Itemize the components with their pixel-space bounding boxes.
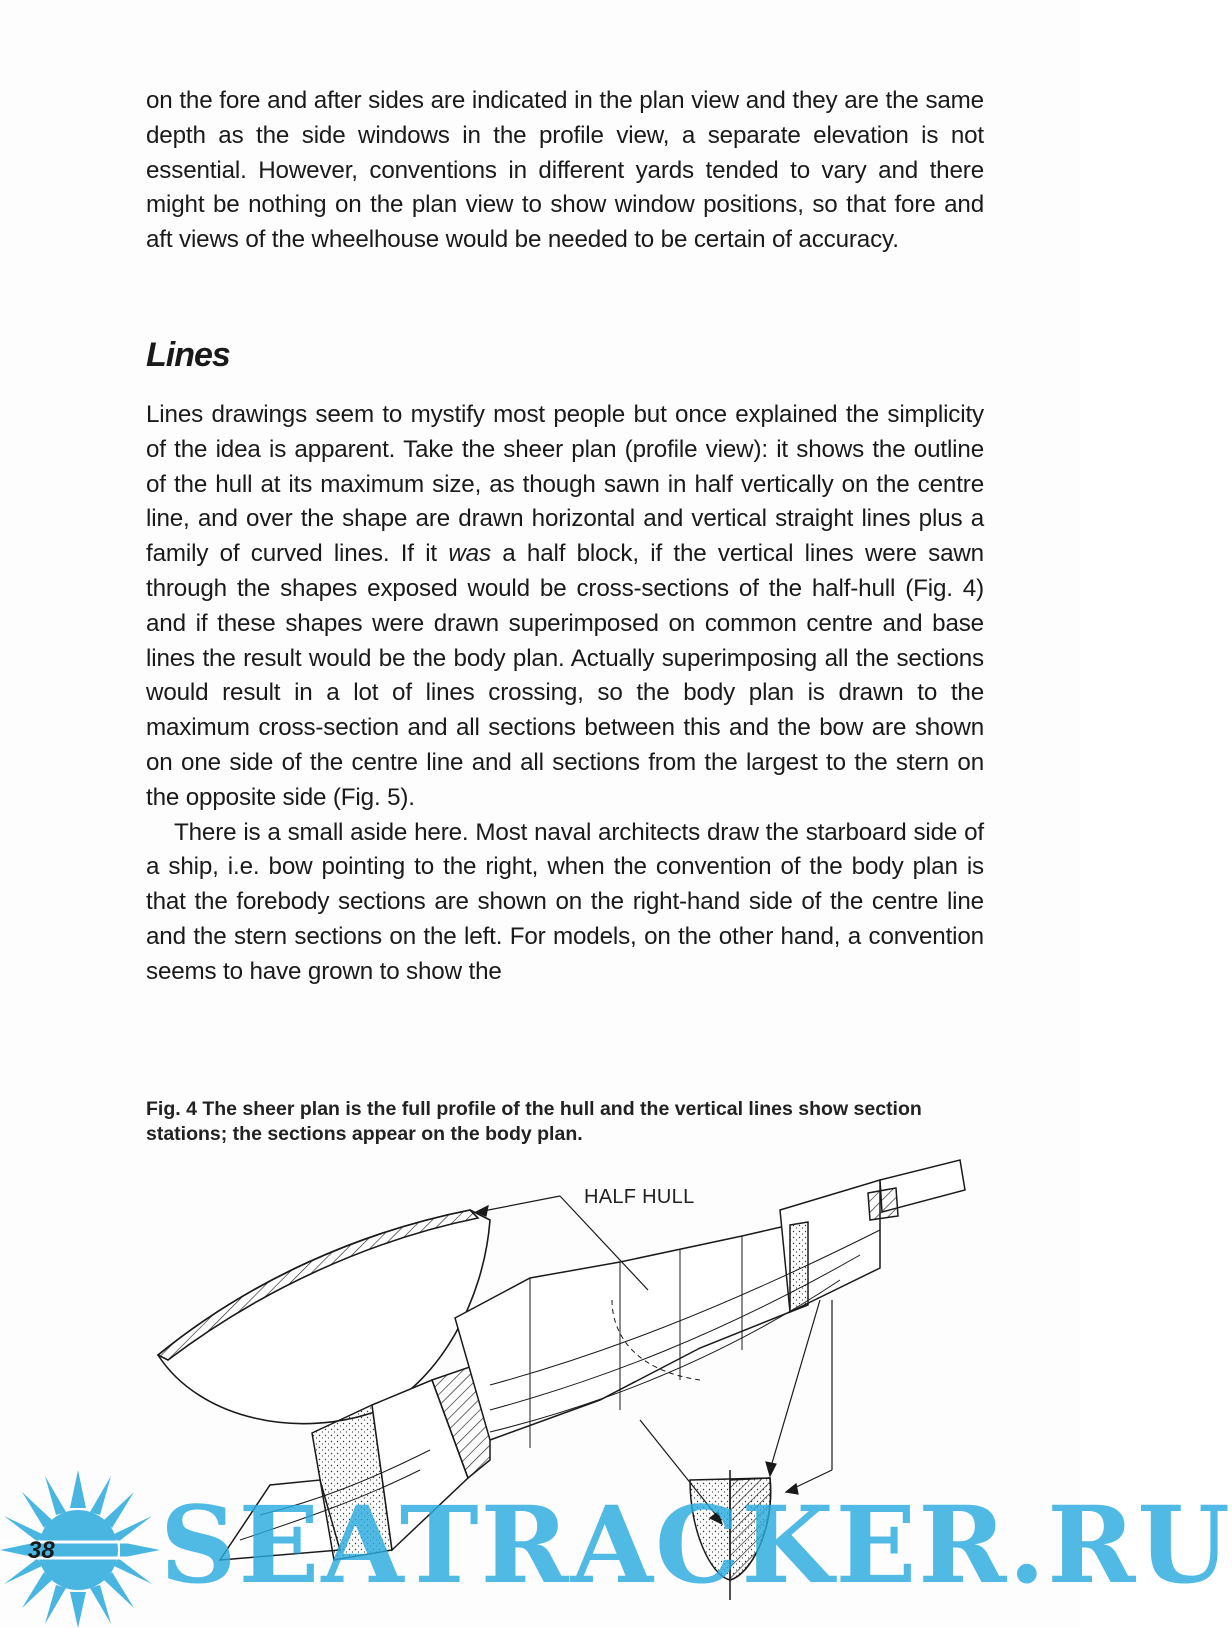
lines-section-body: [146, 398, 984, 990]
section-heading: Lines: [146, 336, 230, 374]
paragraph-1-italic: was: [448, 540, 491, 568]
paragraph-1-part-b: a half block, if the vertical lines were sawn through the shapes exposed would be cross-sections of the half-hull (Fig. 4) and if these shapes were drawn superimposed on common centre and base lines the result would be the body plan. Actually superimposing all the sections would result in a lot of lines crossing, so the body plan is drawn to the maximum cross-section and all sections between this and the bow are shown on one side of the centre line and all sections from the largest to the stern on the opposite side (Fig. 5).: [146, 540, 984, 811]
paragraph-1-part-a: Lines drawings seem to mystify most people but once explained the simplicity of the idea is apparent. Take the sheer plan (profile view): it shows the outline of the hull at its maximum size, as though sawn in half vertically on the centre line, and over the shape are drawn horizontal and vertical straight lines plus a family of curved lines. If it: [146, 401, 984, 568]
page-number: 38: [28, 1537, 55, 1564]
half-hull-label: HALF HULL: [584, 1186, 695, 1208]
watermark-text: SEATRACKER.RU: [160, 1482, 1232, 1607]
lines-paragraph-1: [146, 398, 984, 816]
intro-text: on the fore and after sides are indicated in the plan view and they are the same depth as the side windows in the profile view, a separate elevation is not essential. However, conventions in different yards tended to vary and there might be nothing on the plan view to show window positions, so that fore and aft views of the wheelhouse would be needed to be certain of accuracy.: [146, 87, 984, 254]
figure-caption: Fig. 4 The sheer plan is the full profile of the hull and the vertical lines show section stations; the sections appear on the body plan.: [146, 1098, 922, 1145]
lines-paragraph-2: There is a small aside here. Most naval architects draw the starboard side of a ship, i.e. bow pointing to the right, when the convention of the body plan is that the forebody sections are shown on the right-hand side of the centre line and the stern sections on the left. For models, on the other hand, a convention seems to have grown to show the: [146, 818, 984, 985]
watermark-sun-icon: [0, 1470, 165, 1628]
intro-paragraph: [146, 84, 984, 258]
